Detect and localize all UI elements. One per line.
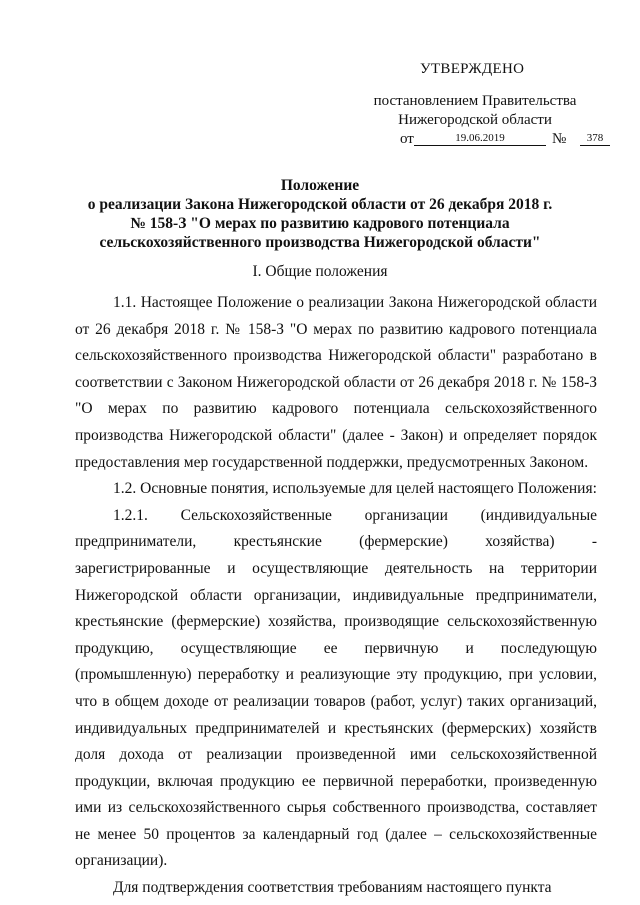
approval-line-1: постановлением Правительства <box>373 93 577 109</box>
paragraph-1-2: 1.2. Основные понятия, используемые для целей настоящего Положения: <box>113 480 597 498</box>
approval-line-2: Нижегородской области <box>398 112 552 128</box>
approval-date: 19.06.2019 <box>414 131 546 146</box>
paragraph-confirmation: Для подтверждения соответствия требованиям настоящего пункта <box>113 879 552 897</box>
title-line-4: сельскохозяйственного производства Нижегородской области" <box>99 234 541 251</box>
section-heading: I. Общие положения <box>252 263 388 280</box>
approval-block <box>360 60 604 150</box>
title-line-2: о реализации Закона Нижегородской области от 26 декабря 2018 г. <box>87 196 553 213</box>
document-title <box>60 176 580 252</box>
title-line-1: Положение <box>280 177 360 194</box>
document-body <box>75 290 597 902</box>
approval-stamp: УТВЕРЖДЕНО <box>420 61 525 77</box>
approval-ot-label: от <box>400 131 414 147</box>
approval-date-row <box>400 130 604 150</box>
approval-number: 378 <box>580 131 610 146</box>
paragraph-1-2-1: 1.2.1. Сельскохозяйственные организации (индивидуальные предприниматели, крестьянские (фермерские) хозяйства) - зарегистрированные и осуществляющие деятельность на территории Нижегородской области организации, индивидуальные предприниматели, крестьянские (фермерские) хозяйства, производящие сельскохозяйственную продукцию, осуществляющие ее первичную и последующую (промышленную) переработку и реализующие эту продукцию, при условии, что в общем доходе от реализации товаров (работ, услуг) таких организаций, индивидуальных предпринимателей и крестьянских (фермерских) хозяйств доля дохода от реализации произведенной ими сельскохозяйственной продукции, включая продукцию ее первичной переработки, произведенную ими из сельскохозяйственного сырья собственного производства, составляет не менее 50 процентов за календарный год (далее – сельскохозяйственные организации). <box>75 506 597 870</box>
approval-number-label: № <box>552 131 567 147</box>
title-line-3: № 158-З "О мерах по развитию кадрового потенциала <box>130 215 510 232</box>
paragraph-1-1: 1.1. Настоящее Положение о реализации Закона Нижегородской области от 26 декабря 2018 г. № 158-З "О мерах по развитию кадрового потенциала сельскохозяйственного производства Нижегородской области" разработано в соответствии с Законом Нижегородской области от 26 декабря 2018 г. № 158-З "О мерах по развитию кадрового потенциала сельскохозяйственного производства Нижегородской области" (далее - Закон) и определяет порядок предоставления мер государственной поддержки, предусмотренных Законом. <box>75 294 597 471</box>
